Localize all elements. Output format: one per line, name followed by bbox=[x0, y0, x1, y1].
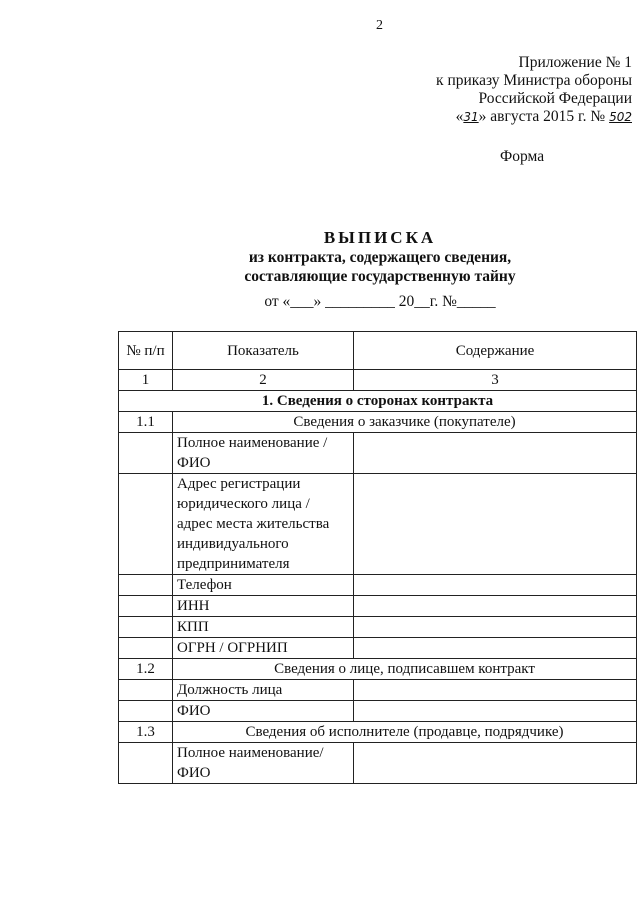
section-1-title: 1. Сведения о сторонах контракта bbox=[119, 391, 637, 412]
subsection-1-2-title: Сведения о лице, подписавшем контракт bbox=[173, 659, 637, 680]
document-title: ВЫПИСКА bbox=[323, 228, 437, 247]
subsection-row bbox=[119, 412, 637, 433]
appendix-title: Приложение № 1 bbox=[518, 54, 632, 71]
table-row bbox=[119, 680, 637, 701]
row-value bbox=[354, 743, 637, 784]
row-label: Адрес регистрации юридического лица / адрес места жительства индивидуального предпринимателя bbox=[173, 474, 354, 575]
header-indicator: Показатель bbox=[173, 332, 354, 370]
subsection-1-1-title: Сведения о заказчике (покупателе) bbox=[173, 412, 637, 433]
row-label: Телефон bbox=[173, 575, 354, 596]
subsection-row bbox=[119, 722, 637, 743]
subtitle-line-2: составляющие государственную тайну bbox=[244, 268, 516, 285]
handwritten-day: 31 bbox=[463, 110, 479, 124]
form-label: Форма bbox=[500, 148, 545, 165]
row-value bbox=[354, 433, 637, 474]
table-row bbox=[119, 575, 637, 596]
table-row bbox=[119, 433, 637, 474]
row-label: ОГРН / ОГРНИП bbox=[173, 638, 354, 659]
table-row bbox=[119, 474, 637, 575]
col-number-2: 2 bbox=[173, 370, 354, 391]
page-number: 2 bbox=[376, 18, 383, 33]
subsection-row bbox=[119, 659, 637, 680]
appendix-date-line: «31» августа 2015 г. № 502 bbox=[455, 108, 632, 125]
row-value bbox=[354, 680, 637, 701]
handwritten-order-number: 502 bbox=[609, 110, 632, 124]
subsection-1-2-num: 1.2 bbox=[119, 659, 173, 680]
appendix-block bbox=[312, 54, 632, 126]
document-date-line: от «___» _________ 20__г. №_____ bbox=[264, 293, 496, 310]
row-value bbox=[354, 638, 637, 659]
header-content: Содержание bbox=[354, 332, 637, 370]
table-row bbox=[119, 638, 637, 659]
row-value bbox=[354, 575, 637, 596]
col-number-3: 3 bbox=[354, 370, 637, 391]
subsection-1-3-num: 1.3 bbox=[119, 722, 173, 743]
col-number-1: 1 bbox=[119, 370, 173, 391]
row-label: КПП bbox=[173, 617, 354, 638]
row-value bbox=[354, 701, 637, 722]
column-number-row bbox=[119, 370, 637, 391]
document-subtitle bbox=[0, 248, 640, 286]
row-label: Полное наименование /ФИО bbox=[173, 433, 354, 474]
table-header-row bbox=[119, 332, 637, 370]
subtitle-line-1: из контракта, содержащего сведения, bbox=[248, 249, 512, 266]
row-value bbox=[354, 474, 637, 575]
section-row bbox=[119, 391, 637, 412]
table-row bbox=[119, 743, 637, 784]
table-row bbox=[119, 617, 637, 638]
extract-table bbox=[118, 331, 637, 784]
row-label: ИНН bbox=[173, 596, 354, 617]
row-label: Полное наименование/ ФИО bbox=[173, 743, 354, 784]
subsection-1-1-num: 1.1 bbox=[119, 412, 173, 433]
row-label: Должность лица bbox=[173, 680, 354, 701]
table-row bbox=[119, 596, 637, 617]
appendix-order-line: к приказу Министра обороны bbox=[436, 72, 632, 89]
table-row bbox=[119, 701, 637, 722]
row-value bbox=[354, 617, 637, 638]
row-label: ФИО bbox=[173, 701, 354, 722]
subsection-1-3-title: Сведения об исполнителе (продавце, подрядчике) bbox=[173, 722, 637, 743]
appendix-federation-line: Российской Федерации bbox=[478, 90, 632, 107]
header-num: № п/п bbox=[119, 332, 173, 370]
row-value bbox=[354, 596, 637, 617]
